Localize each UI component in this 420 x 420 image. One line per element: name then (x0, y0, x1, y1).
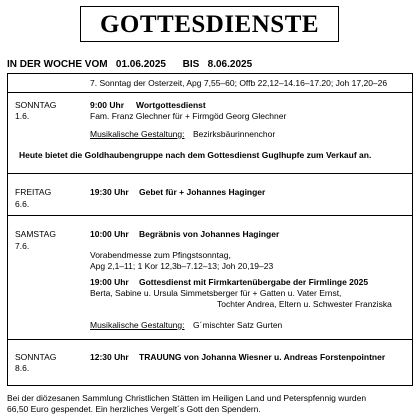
vigil-line-1: Vorabendmesse zum Pfingstsonntag, (90, 250, 231, 260)
week-label: IN DER WOCHE VOM (7, 59, 108, 70)
intention-line-2: Tochter Andrea, Eltern u. Schwester Franziska (217, 299, 392, 309)
event-saturday-2: Gottesdienst mit Firmkartenübergabe der Firmlinge 2025 (139, 277, 369, 287)
date-sunday-1: 1.6. (15, 111, 30, 121)
week-to-label: BIS (182, 59, 200, 70)
divider (7, 173, 413, 174)
header-note: 7. Sonntag der Osterzeit, Apg 7,55–60; Offb 22,12–14.16–17.20; Joh 17,20–26 (90, 78, 388, 88)
date-saturday: 7.6. (15, 241, 30, 251)
music-by-saturday: G´mischter Satz Gurten (193, 320, 283, 330)
time-saturday-1: 10:00 Uhr (90, 229, 129, 239)
vigil-line-2: Apg 2,1–11; 1 Kor 12,3b–7.12–13; Joh 20,19–23 (90, 261, 274, 271)
title-box (80, 6, 339, 42)
notice-sunday-1: Heute bietet die Goldhaubengruppe nach dem Gottesdienst Guglhupfe zum Verkauf an. (19, 150, 372, 160)
day-saturday: SAMSTAG (15, 229, 56, 239)
event-saturday-1: Begräbnis von Johannes Haginger (139, 229, 280, 239)
time-sunday-2: 12:30 Uhr (90, 352, 129, 362)
time-sunday-1: 9:00 Uhr (90, 100, 125, 110)
event-sunday-1: Wortgottesdienst (136, 100, 206, 110)
day-sunday-1: SONNTAG (15, 100, 57, 110)
divider (7, 339, 413, 340)
page-title: GOTTESDIENSTE (99, 11, 320, 38)
day-friday: FREITAG (15, 187, 52, 197)
divider (7, 92, 413, 93)
event-friday: Gebet für + Johannes Haginger (139, 187, 266, 197)
event-sunday-2: TRAUUNG von Johanna Wiesner u. Andreas Forstenpointner (139, 352, 386, 362)
intention-line-1: Berta, Sabine u. Ursula Simmetsberger für + Gatten u. Vater Ernst, (90, 288, 342, 298)
divider (7, 215, 413, 216)
footer-line-1: Bei der diözesanen Sammlung Christlichen Stätten im Heiligen Land und Peterspfennig wurden (7, 393, 367, 403)
week-to: 8.06.2025 (207, 59, 253, 70)
music-by-sunday-1: Bezirksbäurinnenchor (193, 129, 276, 139)
week-from: 01.06.2025 (115, 59, 166, 70)
day-sunday-2: SONNTAG (15, 352, 57, 362)
date-friday: 6.6. (15, 199, 30, 209)
music-label-saturday: Musikalische Gestaltung: (90, 320, 185, 330)
time-saturday-2: 19:00 Uhr (90, 277, 129, 287)
time-friday: 19:30 Uhr (90, 187, 129, 197)
date-sunday-2: 8.6. (15, 363, 30, 373)
week-range (7, 59, 252, 71)
music-label-sunday-1: Musikalische Gestaltung: (90, 129, 185, 139)
footer-line-2: 66,50 Euro gespendet. Ein herzliches Vergelt´s Gott den Spendern. (7, 404, 261, 414)
detail-sunday-1: Fam. Franz Glechner für + Firmgöd Georg Glechner (90, 111, 287, 121)
